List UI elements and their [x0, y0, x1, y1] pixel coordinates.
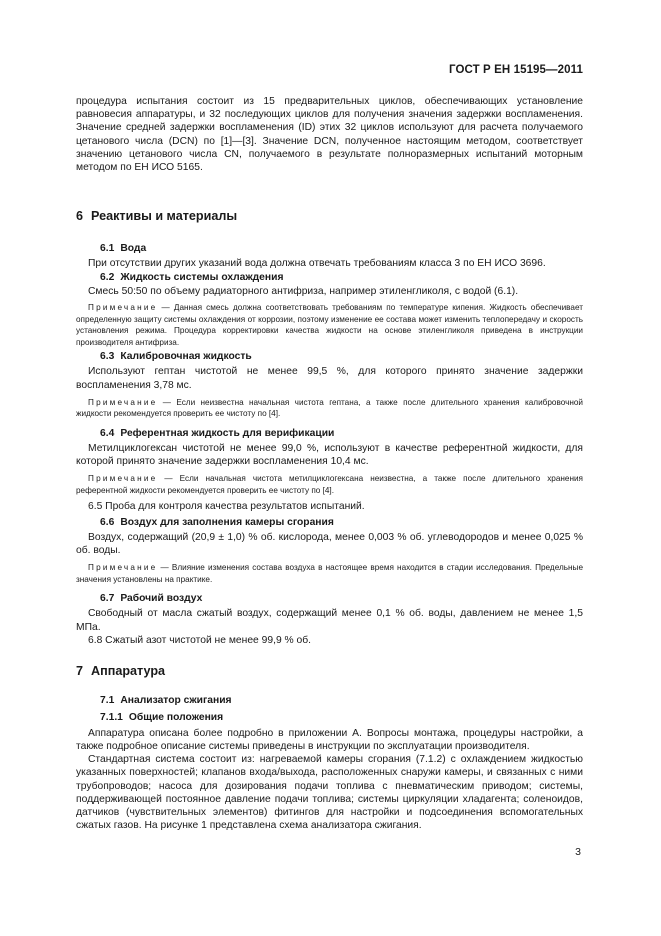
document-id: ГОСТ Р ЕН 15195—2011: [448, 64, 583, 76]
section-6-4-heading: 6.4 Референтная жидкость для верификации: [100, 427, 335, 439]
section-6-7-text: Свободный от масла сжатый воздух, содержащий менее 0,1 % об. воды, давлением не менее 1,5 МПа.: [76, 608, 583, 633]
page-number: 3: [575, 846, 581, 858]
section-6-6-text: Воздух, содержащий (20,9 ± 1,0) % об. кислорода, менее 0,003 % об. углеводородов и менее 0,025 % об. воды.: [76, 531, 583, 557]
section-6-1-text: При отсутствии других указаний вода должна отвечать требованиям класса 3 по ЕН ИСО 3696.: [88, 257, 546, 269]
section-6-heading: 6 Реактивы и материалы: [76, 209, 238, 224]
section-6-6-heading: 6.6 Воздух для заполнения камеры сгорания: [100, 516, 334, 528]
section-7-heading: 7 Аппаратура: [76, 664, 166, 679]
section-6-6-note: Примечание — Влияние изменения состава воздуха в настоящее время находится в стадии исследования. Предельные значения установлены на практике.: [76, 563, 583, 584]
section-6-4-text: Метилциклогексан чистотой не менее 99,0 %, используют в качестве референтной жидкости, для которой принято значение задержки воспламенения 10,4 мс.: [76, 443, 583, 468]
page-body: [76, 95, 583, 832]
section-6-3-note: Примечание — Если неизвестна начальная чистота гептана, а также после длительного хранения калибровочной жидкости рекомендуется проверить ее чистоту по [4].: [76, 397, 583, 419]
section-6-8-text: 6.8 Сжатый азот чистотой не менее 99,9 % об.: [88, 634, 312, 646]
section-6-4-note: Примечание — Если начальная чистота метилциклогексана неизвестна, а также после длительного хранения референтной жидкости рекомендуется проверить ее чистоту по [4].: [76, 474, 583, 495]
section-6-2-text: Смесь 50:50 по объему радиаторного антифриза, например этиленгликоля, с водой (6.1).: [88, 286, 519, 298]
section-6-7-heading: 6.7 Рабочий воздух: [100, 593, 203, 605]
section-6-3-heading: 6.3 Калибровочная жидкость: [100, 351, 252, 363]
section-6-5-text: 6.5 Проба для контроля качества результатов испытаний.: [88, 501, 365, 513]
section-6-2-heading: 6.2 Жидкость системы охлаждения: [100, 271, 284, 283]
section-6-3-text: Используют гептан чистотой не менее 99,5 %, для которого принято значение задержки воспламенения 3,78 мс.: [76, 366, 583, 391]
section-7-1-1-paragraph-2: Стандартная система состоит из: нагреваемой камеры сгорания (7.1.2) с охлаждением жидкостью указанных поверхностей; клапанов входа/выхода, расположенных снаружи камеры, и связанных с ними трубопроводов; насоса для дозирования подачи топлива с пневматическим приводом; системы, поддерживающей постоянное давление подачи топлива; системы циркуляции хладагента; соленоидов, датчиков (чувствительных элементов) фитингов для настройки и подсоединения вспомогательных сжатых газов. На рисунке 1 представлена схема анализатора сжигания.: [76, 754, 583, 832]
section-7-1-heading: 7.1 Анализатор сжигания: [100, 695, 232, 707]
intro-paragraph: процедура испытания состоит из 15 предварительных циклов, обеспечивающих установление равновесия аппаратуры, и 32 последующих циклов для получения значения задержки воспламенения. Значение средней задержки воспламенения (ID) этих 32 циклов используют для расчета получаемого цетанового числа (DCN) по [1]—[3]. Значение DCN, полученное настоящим методом, соответствует значению цетанового числа CN, получаемого в результате полноразмерных испытаний моторным методом по ЕН ИСО 5165.: [76, 96, 583, 174]
section-7-1-1-heading: 7.1.1 Общие положения: [100, 712, 224, 724]
section-6-1-heading: 6.1 Вода: [100, 243, 147, 255]
section-6-2-note: Примечание — Данная смесь должна соответствовать требованиям по температуре кипения. Жидкость обеспечивает определенную защиту системы охлаждения от коррозии, поэтому изменение ее состава может изменить теплопередачу и скорость установления режима. Процедура корректировки качества жидкости на основе этиленгликоля приведена в инструкции производителя антифриза.: [76, 303, 583, 347]
section-7-1-1-paragraph-1: Аппаратура описана более подробно в приложении А. Вопросы монтажа, процедуры настройки, а также подробное описание системы приведены в инструкции по эксплуатации производителя.: [76, 727, 583, 752]
